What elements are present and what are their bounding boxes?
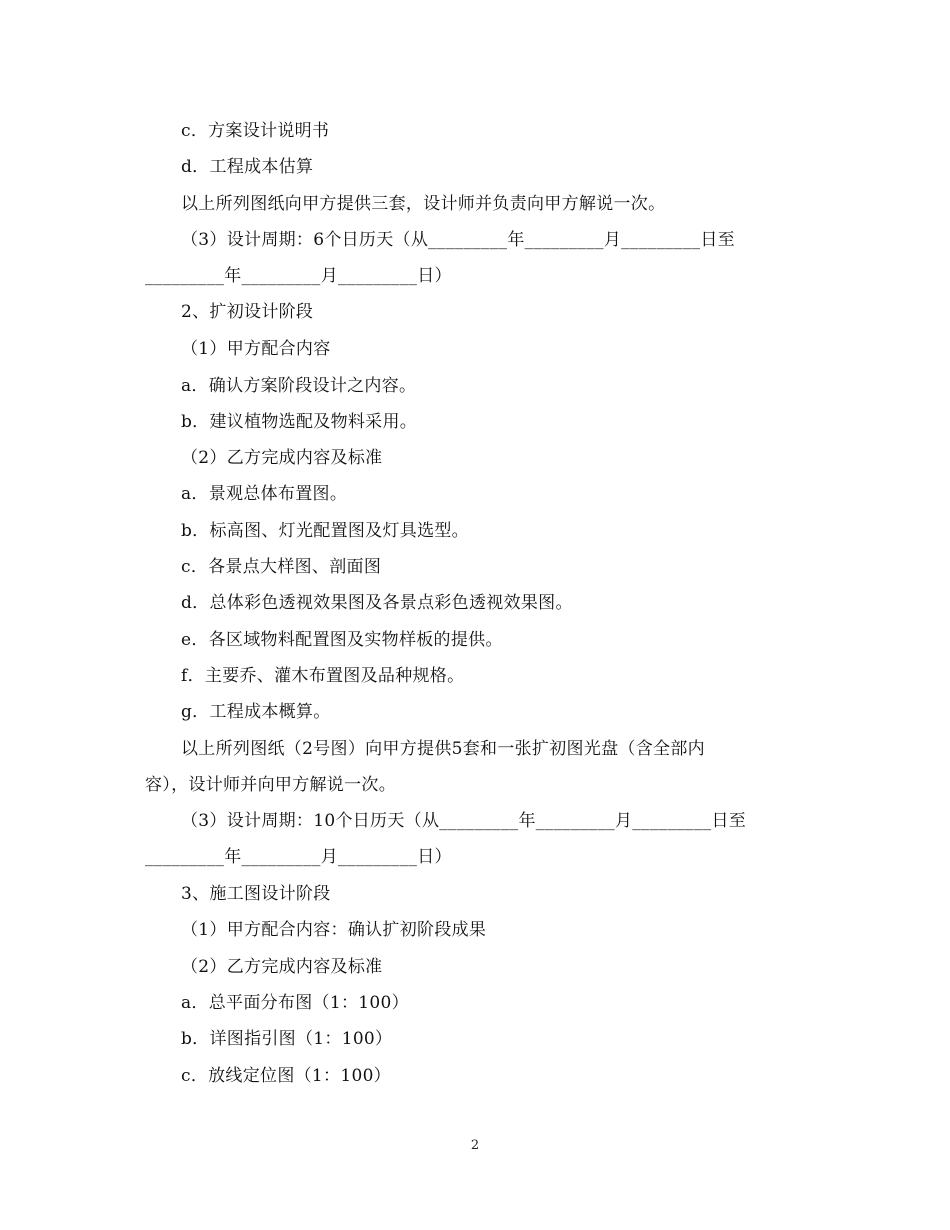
text-line: （3）设计周期：6个日历天（从_________年_________月_________日至 [181,230,735,250]
text-line: 容），设计师并向甲方解说一次。 [145,775,396,795]
text-line: 以上所列图纸向甲方提供三套，设计师并负责向甲方解说一次。 [181,194,666,214]
text-line: e．各区域物料配置图及实物样板的提供。 [181,630,503,650]
text-line: （2）乙方完成内容及标准 [181,448,383,468]
text-line: b．详图指引图（1：100） [181,1029,393,1049]
text-line: （1）甲方配合内容 [181,339,331,359]
text-line: d．工程成本估算 [181,157,314,177]
page-number: 2 [470,1138,480,1153]
text-line: （2）乙方完成内容及标准 [181,957,383,977]
text-line: c．放线定位图（1：100） [181,1066,391,1086]
section-heading: 2、扩初设计阶段 [181,302,314,322]
text-line: a．景观总体布置图。 [181,484,348,504]
text-line: b．建议植物选配及物料采用。 [181,412,418,432]
text-line: a．确认方案阶段设计之内容。 [181,376,417,396]
text-line: b．标高图、灯光配置图及灯具选型。 [181,521,469,541]
text-line: _________年_________月_________日） [145,266,452,286]
text-line: _________年_________月_________日） [145,847,452,867]
text-line: c．方案设计说明书 [181,121,330,141]
section-heading: 3、施工图设计阶段 [181,884,331,904]
text-line: d．总体彩色透视效果图及各景点彩色透视效果图。 [181,593,573,613]
text-line: c．各景点大样图、剖面图 [181,557,382,577]
text-line: （3）设计周期：10个日历天（从_________年_________月_________日至 [181,811,747,831]
text-line: （1）甲方配合内容：确认扩初阶段成果 [181,920,487,940]
text-line: a．总平面分布图（1：100） [181,993,409,1013]
text-line: f．主要乔、灌木布置图及品种规格。 [181,666,465,686]
text-line: 以上所列图纸（2号图）向甲方提供5套和一张扩初图光盘（含全部内 [181,739,705,759]
text-line: g．工程成本概算。 [181,702,331,722]
